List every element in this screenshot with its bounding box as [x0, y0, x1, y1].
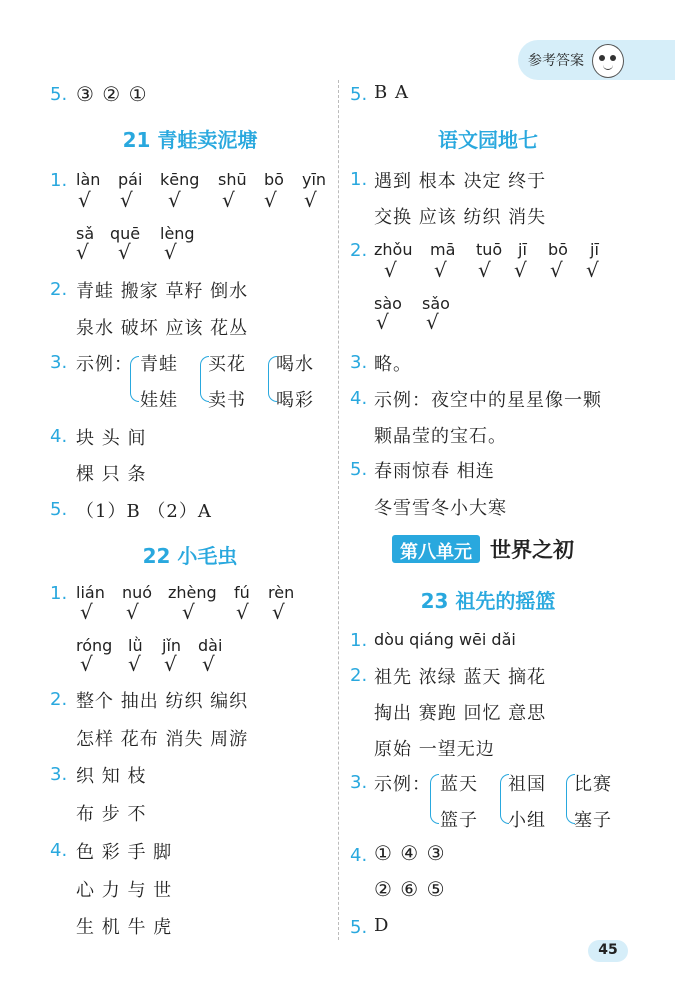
answer-text: 比赛 — [574, 774, 612, 795]
mascot-icon — [592, 44, 624, 78]
check-mark: √ — [80, 600, 93, 624]
check-mark: √ — [222, 188, 235, 212]
q-number: 3. — [350, 772, 368, 793]
q-number: 2. — [50, 689, 68, 710]
check-mark: √ — [128, 652, 141, 676]
answer-text: 生 机 牛 虎 — [76, 917, 173, 938]
check-mark: √ — [376, 310, 389, 334]
pinyin: mā — [430, 240, 456, 259]
check-mark: √ — [272, 600, 285, 624]
pinyin: jī — [518, 240, 527, 259]
check-mark: √ — [164, 652, 177, 676]
lesson-21-title: 21 青蛙卖泥塘 — [122, 128, 258, 152]
answer-text: 示例：夜空中的星星像一颗 — [374, 390, 602, 411]
page-number: 45 — [598, 942, 618, 958]
q-number: 4. — [350, 388, 368, 409]
q-number: 3. — [350, 352, 368, 373]
answer-text: 块 头 间 — [76, 428, 147, 449]
pinyin: róng — [76, 636, 113, 655]
answer-text: 心 力 与 世 — [76, 880, 173, 901]
pinyin: shū — [218, 170, 247, 189]
answer-text: 色 彩 手 脚 — [76, 842, 173, 863]
answer-text: 卖书 — [208, 390, 246, 411]
pinyin: sǎo — [422, 294, 450, 313]
answer-text: B A — [374, 82, 409, 103]
check-mark: √ — [236, 600, 249, 624]
pinyin: fú — [234, 583, 250, 602]
answer-header-title: 参考答案 — [528, 53, 584, 69]
pinyin: lǜ — [128, 636, 143, 655]
answer-text: 篮子 — [440, 810, 478, 831]
yuwen-yuandi-title: 语文园地七 — [438, 128, 538, 152]
pinyin: bō — [548, 240, 568, 259]
pinyin: lián — [76, 583, 105, 602]
check-mark: √ — [304, 188, 317, 212]
brace — [430, 774, 439, 824]
pinyin: sào — [374, 294, 402, 313]
answer-text: 祖国 — [508, 774, 546, 795]
q-number: 2. — [350, 240, 368, 261]
check-mark: √ — [264, 188, 277, 212]
check-mark: √ — [118, 240, 131, 264]
answer-text: 蓝天 — [440, 774, 478, 795]
lesson-23-title: 23 祖先的摇篮 — [420, 589, 556, 613]
answer-text: 娃娃 — [140, 390, 178, 411]
pinyin: quē — [110, 224, 141, 243]
q-number: 1. — [50, 170, 68, 191]
answer-text: 遇到 根本 决定 终于 — [374, 171, 547, 192]
pinyin: bō — [264, 170, 284, 189]
q-number: 4. — [50, 426, 68, 447]
pinyin: kēng — [160, 170, 200, 189]
unit-badge-label: 第八单元 — [400, 542, 472, 563]
check-mark: √ — [80, 652, 93, 676]
brace — [130, 356, 139, 402]
pinyin: jī — [590, 240, 599, 259]
example-label: 示例： — [76, 354, 133, 375]
pinyin: nuó — [122, 583, 153, 602]
answer-text: 喝彩 — [276, 390, 314, 411]
q-number: 4. — [50, 840, 68, 861]
answer-text: 颗晶莹的宝石。 — [374, 426, 507, 447]
pinyin: zhǒu — [374, 240, 413, 259]
check-mark: √ — [164, 240, 177, 264]
check-mark: √ — [78, 188, 91, 212]
pinyin: lèng — [160, 224, 195, 243]
q-number: 1. — [350, 630, 368, 651]
pinyin-answer: dòu qiáng wēi dǎi — [374, 630, 516, 649]
check-mark: √ — [478, 258, 491, 282]
check-mark: √ — [434, 258, 447, 282]
check-mark: √ — [126, 600, 139, 624]
lesson-22-title: 22 小毛虫 — [142, 544, 238, 568]
answer-text: 织 知 枝 — [76, 766, 147, 787]
q-number: 5. — [50, 499, 68, 520]
column-divider — [338, 80, 339, 940]
pinyin: jǐn — [162, 636, 182, 655]
answer-text: 青蛙 — [140, 354, 178, 375]
answer-text: 掏出 赛跑 回忆 意思 — [374, 703, 547, 724]
q-number: 5. — [50, 84, 68, 105]
answer-text: 小组 — [508, 810, 546, 831]
q-number: 5. — [350, 459, 368, 480]
pinyin: làn — [76, 170, 101, 189]
pinyin: dài — [198, 636, 223, 655]
q-number: 1. — [350, 169, 368, 190]
q-number: 3. — [50, 352, 68, 373]
answer-text: 祖先 浓绿 蓝天 摘花 — [374, 667, 547, 688]
check-mark: √ — [120, 188, 133, 212]
q-number: 3. — [50, 764, 68, 785]
pinyin: zhèng — [168, 583, 217, 602]
answer-text: 青蛙 搬家 草籽 倒水 — [76, 281, 249, 302]
answer-text: 喝水 — [276, 354, 314, 375]
check-mark: √ — [384, 258, 397, 282]
q-number: 5. — [350, 917, 368, 938]
check-mark: √ — [182, 600, 195, 624]
check-mark: √ — [514, 258, 527, 282]
answer-text: 原始 一望无边 — [374, 739, 495, 760]
unit-title: 世界之初 — [490, 538, 574, 562]
answer-text: 棵 只 条 — [76, 464, 147, 485]
pinyin: pái — [118, 170, 143, 189]
answer-text: 塞子 — [574, 810, 612, 831]
example-label: 示例： — [374, 774, 431, 795]
answer-text: 怎样 花布 消失 周游 — [76, 729, 249, 750]
pinyin: sǎ — [76, 224, 95, 243]
answer-text: （1）B （2）A — [76, 501, 212, 522]
answer-text: 略。 — [374, 354, 412, 375]
check-mark: √ — [202, 652, 215, 676]
pinyin: yīn — [302, 170, 327, 189]
answer-text: 买花 — [208, 354, 246, 375]
answer-text: 布 步 不 — [76, 804, 147, 825]
answer-text: ③ ② ① — [76, 82, 148, 106]
check-mark: √ — [426, 310, 439, 334]
answer-text: ② ⑥ ⑤ — [374, 877, 446, 901]
q-number: 5. — [350, 84, 368, 105]
pinyin: tuō — [476, 240, 503, 259]
q-number: 4. — [350, 845, 368, 866]
check-mark: √ — [586, 258, 599, 282]
q-number: 1. — [50, 583, 68, 604]
check-mark: √ — [550, 258, 563, 282]
answer-text: 春雨惊春 相连 — [374, 461, 495, 482]
q-number: 2. — [50, 279, 68, 300]
answer-text: 泉水 破坏 应该 花丛 — [76, 318, 249, 339]
answer-text: ① ④ ③ — [374, 841, 446, 865]
check-mark: √ — [168, 188, 181, 212]
answer-text: 冬雪雪冬小大寒 — [374, 498, 507, 519]
pinyin: rèn — [268, 583, 295, 602]
check-mark: √ — [76, 240, 89, 264]
q-number: 2. — [350, 665, 368, 686]
answer-text: 交换 应该 纺织 消失 — [374, 207, 547, 228]
answer-text: D — [374, 915, 390, 936]
answer-text: 整个 抽出 纺织 编织 — [76, 691, 249, 712]
